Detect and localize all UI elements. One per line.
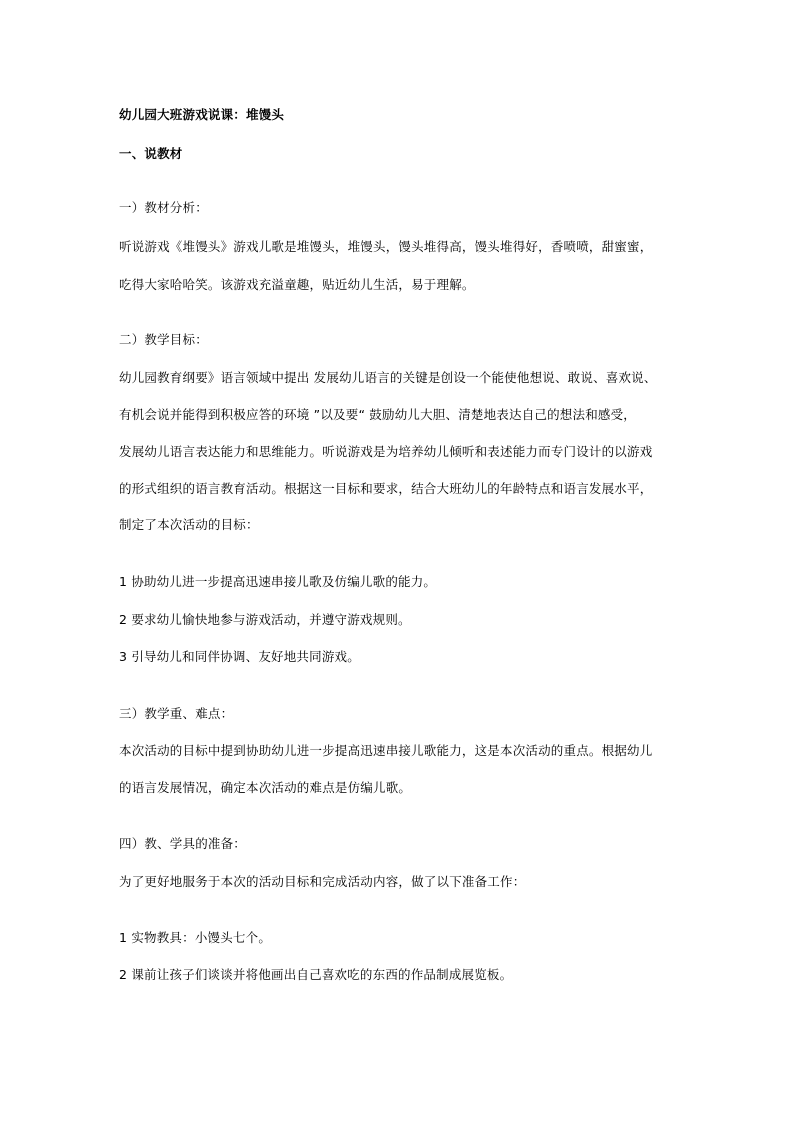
preparation-list-item: 1 实物教具：小馒头七个。 [119,930,272,945]
subheading-preparation: 四）教、学具的准备： [119,836,247,851]
goal-list-item: 1 协助幼儿进一步提高迅速串接儿歌及仿编儿歌的能力。 [119,574,437,589]
paragraph-line: 听说游戏《堆馒头》游戏儿歌是堆馒头，堆馒头，馒头堆得高，馒头堆得好，香喷喷，甜蜜蜜， [119,239,653,254]
subheading-material-analysis: 一）教材分析： [119,200,208,215]
paragraph-line: 发展幼儿语言表达能力和思维能力。听说游戏是为培养幼儿倾听和表述能力而专门设计的以游戏 [119,444,653,459]
paragraph-line: 制定了本次活动的目标： [119,517,259,532]
paragraph-line: 吃得大家哈哈笑。该游戏充溢童趣，贴近幼儿生活，易于理解。 [119,277,475,292]
goal-list-item: 3 引导幼儿和同伴协调、友好地共同游戏。 [119,649,360,664]
document-title: 幼儿园大班游戏说课：堆馒头 [119,107,285,122]
subheading-key-points: 三）教学重、难点： [119,706,234,721]
section-heading-teaching-material: 一、说教材 [119,146,183,161]
paragraph-line: 本次活动的目标中提到协助幼儿进一步提高迅速串接儿歌能力，这是本次活动的重点。根据幼儿 [119,743,653,758]
paragraph-line: 为了更好地服务于本次的活动目标和完成活动内容，做了以下准备工作： [119,874,526,889]
subheading-teaching-goals: 二）教学目标： [119,332,208,347]
preparation-list-item: 2 课前让孩子们谈谈并将他画出自己喜欢吃的东西的作品制成展览板。 [119,967,513,982]
paragraph-line: 的语言发展情况，确定本次活动的难点是仿编儿歌。 [119,780,412,795]
paragraph-line: 的形式组织的语言教育活动。根据这一目标和要求，结合大班幼儿的年龄特点和语言发展水平， [119,481,653,496]
paragraph-line: 幼儿园教育纲要》语言领域中提出 发展幼儿语言的关键是创设一个能使他想说、敢说、喜欢说、 [119,370,657,385]
paragraph-line: 有机会说并能得到积极应答的环境 ”以及要“ 鼓励幼儿大胆、清楚地表达自己的想法和感受， [119,407,637,422]
goal-list-item: 2 要求幼儿愉快地参与游戏活动，并遵守游戏规则。 [119,612,411,627]
